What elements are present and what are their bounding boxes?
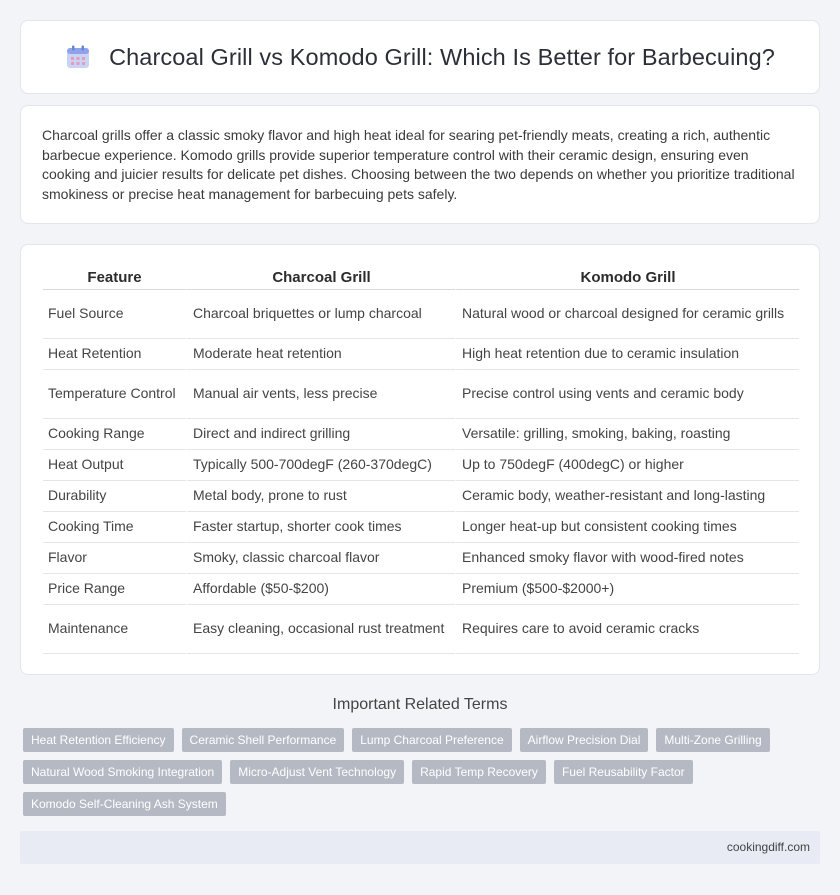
komodo-cell: Requires care to avoid ceramic cracks [455,605,799,654]
header-feature: Feature [43,265,186,290]
charcoal-cell: Faster startup, shorter cook times [186,512,455,543]
charcoal-cell: Moderate heat retention [186,339,455,370]
term-tag[interactable]: Micro-Adjust Vent Technology [230,760,404,784]
table-row [43,419,799,450]
komodo-cell: Premium ($500-$2000+) [455,574,799,605]
charcoal-cell: Charcoal briquettes or lump charcoal [186,290,455,339]
charcoal-cell: Direct and indirect grilling [186,419,455,450]
footer-site-link[interactable]: cookingdiff.com [726,840,810,854]
komodo-cell: Enhanced smoky flavor with wood-fired notes [455,543,799,574]
page-title: Charcoal Grill vs Komodo Grill: Which Is Better for Barbecuing? [109,43,775,70]
komodo-cell: Natural wood or charcoal designed for ceramic grills [455,290,799,339]
feature-cell: Heat Retention [43,339,186,370]
table-row [43,543,799,574]
table-row [43,481,799,512]
feature-cell: Fuel Source [43,290,186,339]
charcoal-cell: Metal body, prone to rust [186,481,455,512]
feature-cell: Heat Output [43,450,186,481]
feature-cell: Temperature Control [43,370,186,419]
komodo-cell: Longer heat-up but consistent cooking times [455,512,799,543]
term-tag[interactable]: Airflow Precision Dial [520,728,649,752]
intro-card [20,105,820,224]
term-tag[interactable]: Fuel Reusability Factor [554,760,693,784]
feature-cell: Durability [43,481,186,512]
term-tag[interactable]: Ceramic Shell Performance [182,728,345,752]
komodo-cell: High heat retention due to ceramic insulation [455,339,799,370]
table-row [43,605,799,654]
feature-cell: Maintenance [43,605,186,654]
feature-cell: Price Range [43,574,186,605]
feature-cell: Cooking Range [43,419,186,450]
intro-paragraph: Charcoal grills offer a classic smoky flavor and high heat ideal for searing pet-friendly meats, creating a rich, authentic barbecue experience. Komodo grills provide superior temperature control with their ceramic design, ensuring even cooking and juicier results for delicate pet dishes. Choosing between the two depends on whether you prioritize traditional smokiness or precise heat management for barbecuing pets safely. [42,127,795,202]
related-terms-heading: Important Related Terms [332,696,508,713]
comparison-card [20,244,820,675]
term-tag[interactable]: Lump Charcoal Preference [352,728,511,752]
charcoal-cell: Easy cleaning, occasional rust treatment [186,605,455,654]
table-row [43,574,799,605]
title-card [20,20,820,94]
komodo-cell: Up to 750degF (400degC) or higher [455,450,799,481]
comparison-table [43,265,799,654]
term-tag[interactable]: Multi-Zone Grilling [656,728,769,752]
table-row [43,450,799,481]
table-row [43,370,799,419]
charcoal-cell: Smoky, classic charcoal flavor [186,543,455,574]
komodo-cell: Ceramic body, weather-resistant and long-lasting [455,481,799,512]
feature-cell: Cooking Time [43,512,186,543]
related-terms-list [23,728,813,816]
table-header-row [43,265,799,290]
komodo-cell: Versatile: grilling, smoking, baking, roasting [455,419,799,450]
table-row [43,512,799,543]
komodo-cell: Precise control using vents and ceramic body [455,370,799,419]
term-tag[interactable]: Natural Wood Smoking Integration [23,760,222,784]
footer [20,831,820,864]
feature-cell: Flavor [43,543,186,574]
table-row [43,290,799,339]
table-row [43,339,799,370]
header-komodo-grill: Komodo Grill [455,265,799,290]
header-charcoal-grill: Charcoal Grill [186,265,455,290]
charcoal-cell: Affordable ($50-$200) [186,574,455,605]
charcoal-cell: Manual air vents, less precise [186,370,455,419]
term-tag[interactable]: Komodo Self-Cleaning Ash System [23,792,226,816]
charcoal-cell: Typically 500-700degF (260-370degC) [186,450,455,481]
term-tag[interactable]: Heat Retention Efficiency [23,728,174,752]
term-tag[interactable]: Rapid Temp Recovery [412,760,546,784]
calendar-icon [65,44,91,70]
